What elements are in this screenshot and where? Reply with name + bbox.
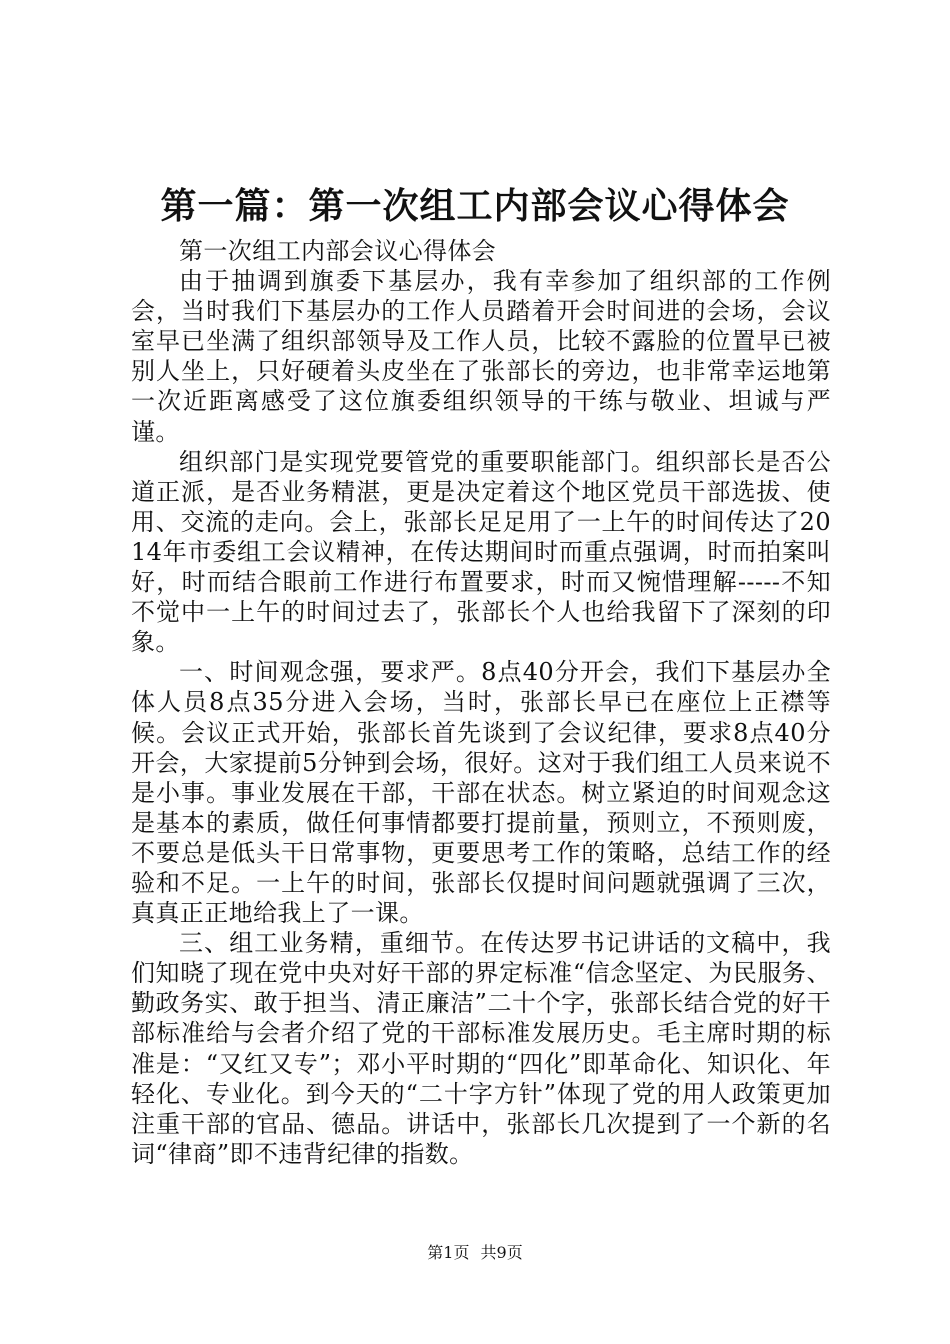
paragraph: 由于抽调到旗委下基层办，我有幸参加了组织部的工作例会，当时我们下基层办的工作人员踏着开会时间进的会场，会议室早已坐满了组织部领导及工作人员，比较不露脸的位置早已被别人坐上，只好硬着头皮坐在了张部长的旁边，也非常幸运地第一次近距离感受了这位旗委组织领导的干练与敬业、坦诚与严谨。 — [131, 267, 831, 446]
page-total: 共9页 — [480, 1243, 523, 1262]
paragraph: 组织部门是实现党要管党的重要职能部门。组织部长是否公道正派，是否业务精湛，更是决定着这个地区党员干部选拔、使用、交流的走向。会上，张部长足足用了一上午的时间传达了2014年市委组工会议精神，在传达期间时而重点强调，时而拍案叫好，时而结合眼前工作进行布置要求，时而又惋惜理解-----不知不觉中一上午的时间过去了，张部长个人也给我留下了深刻的印象。 — [131, 447, 831, 657]
document-title: 第一篇：第一次组工内部会议心得体会 — [160, 186, 790, 227]
document-body — [131, 236, 831, 1169]
paragraph: 一、时间观念强，要求严。8点40分开会，我们下基层办全体人员8点35分进入会场，当时，张部长早已在座位上正襟等候。会议正式开始，张部长首先谈到了会议纪律，要求8点40分开会，大家提前5分钟到会场，很好。这对于我们组工人员来说不是小事。事业发展在干部，干部在状态。树立紧迫的时间观念这是基本的素质，做任何事情都要打提前量，预则立，不预则废，不要总是低头干日常事物，更要思考工作的策略，总结工作的经验和不足。一上午的时间，张部长仅提时间问题就强调了三次，真真正正地给我上了一课。 — [131, 658, 831, 928]
paragraph-subtitle: 第一次组工内部会议心得体会 — [179, 237, 497, 265]
paragraph: 三、组工业务精，重细节。在传达罗书记讲话的文稿中，我们知晓了现在党中央对好干部的界定标准“信念坚定、为民服务、勤政务实、敢于担当、清正廉洁”二十个字，张部长结合党的好干部标准给与会者介绍了党的干部标准发展历史。毛主席时期的标准是：“又红又专”；邓小平时期的“四化”即革命化、知识化、年轻化、专业化。到今天的“二十字方针”体现了党的用人政策更加注重干部的官品、德品。讲话中，张部长几次提到了一个新的名词“律商”即不违背纪律的指数。 — [131, 929, 831, 1168]
page-number: 第1页 — [427, 1243, 470, 1262]
page-footer — [0, 1243, 950, 1263]
